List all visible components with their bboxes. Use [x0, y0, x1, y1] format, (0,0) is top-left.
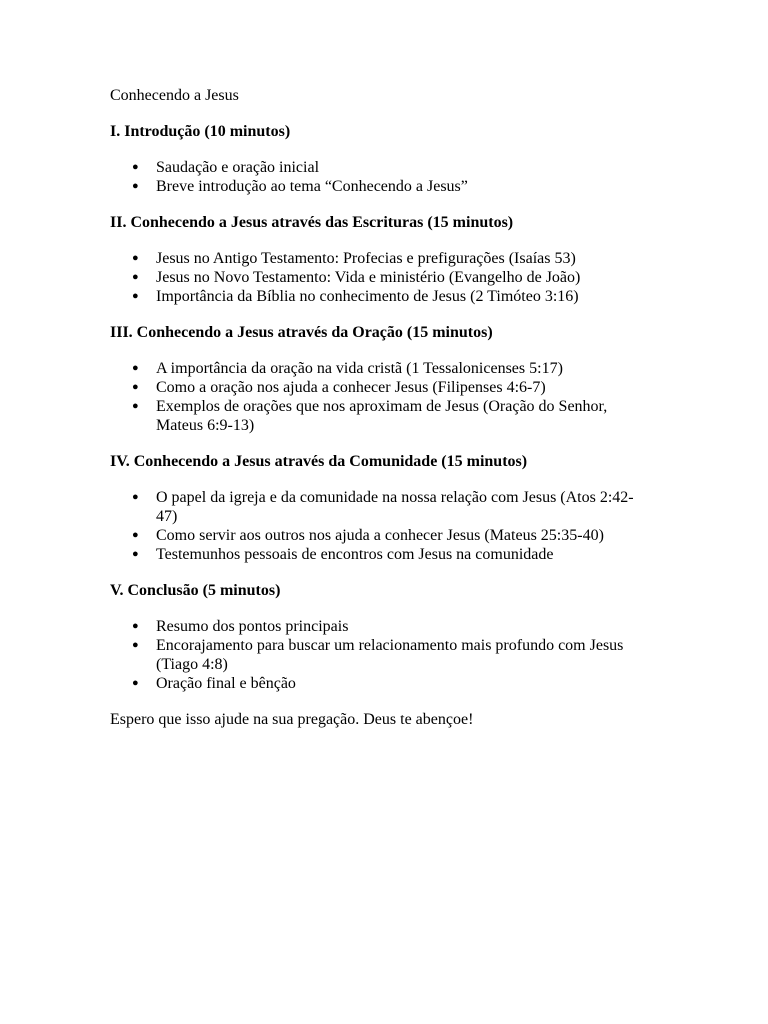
bullet-icon: ● — [132, 271, 139, 283]
list-item — [110, 545, 650, 564]
document-page — [110, 86, 650, 729]
outline-section — [110, 213, 650, 306]
bullet-icon: ● — [132, 400, 139, 412]
outline-section — [110, 452, 650, 564]
bullet-icon: ● — [132, 180, 139, 192]
list-item-text: Jesus no Antigo Testamento: Profecias e prefigurações (Isaías 53) — [156, 250, 576, 267]
closing-remark: Espero que isso ajude na sua pregação. Deus te abençoe! — [110, 711, 474, 728]
bullet-list — [110, 158, 650, 196]
list-item-text: Testemunhos pessoais de encontros com Jesus na comunidade — [156, 546, 554, 563]
list-item-text: Jesus no Novo Testamento: Vida e ministério (Evangelho de João) — [156, 269, 581, 286]
list-item — [110, 359, 650, 378]
list-item — [110, 674, 650, 693]
list-item-text: Como a oração nos ajuda a conhecer Jesus (Filipenses 4:6-7) — [156, 379, 546, 396]
list-item-text: Saudação e oração inicial — [156, 159, 320, 176]
section-heading: V. Conclusão (5 minutos) — [110, 582, 281, 599]
bullet-icon: ● — [132, 491, 139, 503]
list-item — [110, 249, 650, 268]
list-item — [110, 268, 650, 287]
outline-sections — [110, 122, 650, 693]
bullet-list — [110, 488, 650, 564]
list-item — [110, 526, 650, 545]
outline-section — [110, 581, 650, 693]
section-heading: II. Conhecendo a Jesus através das Escrituras (15 minutos) — [110, 214, 514, 231]
section-heading: III. Conhecendo a Jesus através da Oração (15 minutos) — [110, 324, 493, 341]
bullet-icon: ● — [132, 529, 139, 541]
bullet-icon: ● — [132, 381, 139, 393]
list-item-text: A importância da oração na vida cristã (1 Tessalonicenses 5:17) — [156, 360, 563, 377]
list-item — [110, 287, 650, 306]
bullet-icon: ● — [132, 362, 139, 374]
bullet-list — [110, 617, 650, 693]
list-item-text: Oração final e bênção — [156, 675, 296, 692]
list-item-text: Importância da Bíblia no conhecimento de Jesus (2 Timóteo 3:16) — [156, 288, 579, 305]
list-item — [110, 397, 650, 435]
bullet-icon: ● — [132, 252, 139, 264]
list-item — [110, 177, 650, 196]
bullet-icon: ● — [132, 548, 139, 560]
bullet-icon: ● — [132, 677, 139, 689]
list-item — [110, 378, 650, 397]
bullet-list — [110, 249, 650, 306]
list-item — [110, 488, 650, 526]
list-item-text: Exemplos de orações que nos aproximam de Jesus (Oração do Senhor, Mateus 6:9-13) — [156, 398, 608, 434]
list-item-text: Como servir aos outros nos ajuda a conhecer Jesus (Mateus 25:35-40) — [156, 527, 604, 544]
list-item — [110, 158, 650, 177]
section-heading: IV. Conhecendo a Jesus através da Comunidade (15 minutos) — [110, 453, 528, 470]
list-item-text: O papel da igreja e da comunidade na nossa relação com Jesus (Atos 2:42-47) — [156, 489, 634, 525]
bullet-icon: ● — [132, 639, 139, 651]
bullet-icon: ● — [132, 620, 139, 632]
list-item-text: Encorajamento para buscar um relacionamento mais profundo com Jesus (Tiago 4:8) — [156, 637, 624, 673]
document-title: Conhecendo a Jesus — [110, 87, 239, 104]
bullet-list — [110, 359, 650, 435]
outline-section — [110, 122, 650, 196]
section-heading: I. Introdução (10 minutos) — [110, 123, 291, 140]
list-item — [110, 636, 650, 674]
list-item-text: Resumo dos pontos principais — [156, 618, 349, 635]
outline-section — [110, 323, 650, 435]
list-item — [110, 617, 650, 636]
bullet-icon: ● — [132, 290, 139, 302]
list-item-text: Breve introdução ao tema “Conhecendo a Jesus” — [156, 178, 468, 195]
bullet-icon: ● — [132, 161, 139, 173]
